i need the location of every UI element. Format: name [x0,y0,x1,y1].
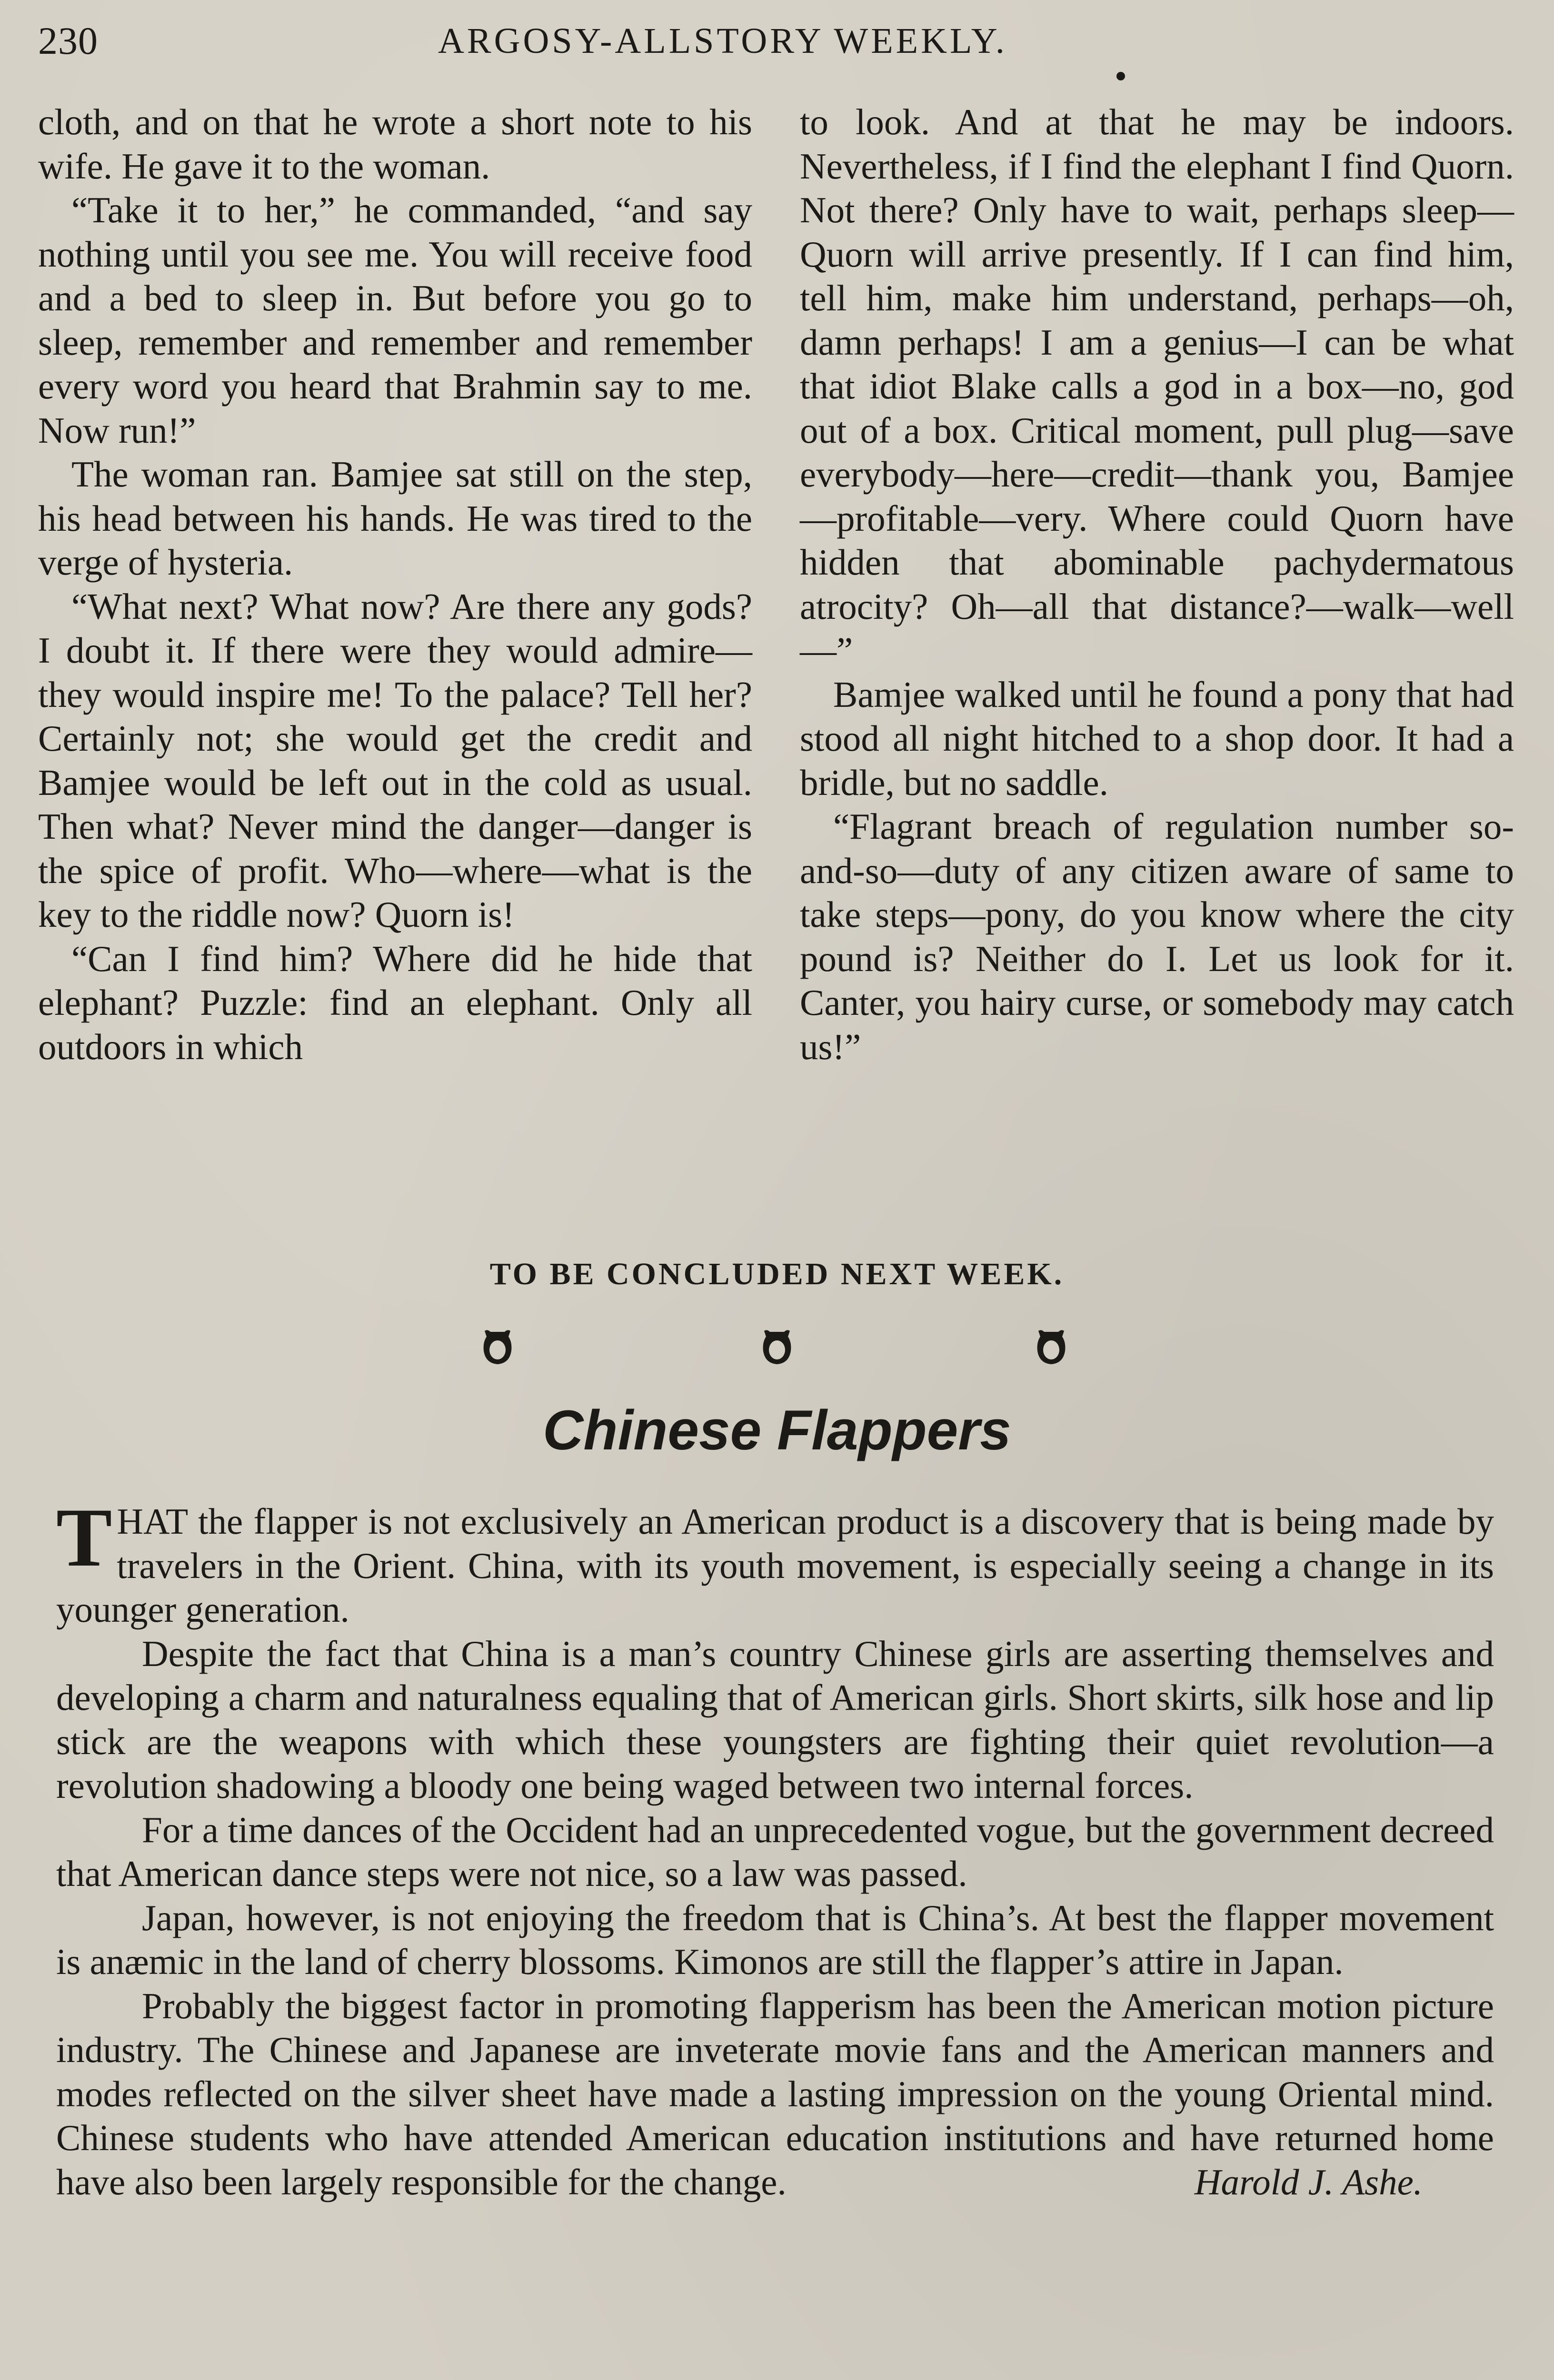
continuation-notice: TO BE CONCLUDED NEXT WEEK. [489,1257,1065,1291]
story-paragraph: to look. And at that he may be indoors. Nevertheless, if I find the elephant I find Quorn. Not there? Only have to wait, perhaps sleep—Quorn will arrive presently. If I can find him, tell him, make him understand, perhaps—oh, damn perhaps! I am a genius—I can be what that idiot Blake calls a god in a box—no, god out of a box. Critical moment, pull plug—save everybody—here—credit—thank you, Bamjee—profitable—very. Where could Quorn have hidden that abominable pachydermatous atrocity? Oh—all that distance?—walk—well—” [800,101,1514,671]
section-ornaments [0,1328,1554,1376]
story-columns [38,100,1519,1252]
story-paragraph: The woman ran. Bamjee sat still on the step, his head between his hands. He was tired to the verge of hysteria. [38,454,752,583]
magazine-title: ARGOSY-ALLSTORY WEEKLY. [438,21,1007,61]
ring-ornament-icon [1035,1328,1068,1366]
article-body [56,1491,1494,2204]
running-head [38,17,1516,65]
story-paragraph: “Flagrant breach of regulation number so-and-so—duty of any citizen aware of same to take steps—pony, do you know where the city pound is? Neither do I. Let us look for it. Canter, you hairy curse, or somebody may catch us!” [800,806,1514,1067]
ring-ornament-icon [760,1328,794,1366]
ring-ornament-icon [481,1328,514,1366]
article-paragraph [56,1491,1494,1632]
article-paragraph: Despite the fact that China is a man’s country Chinese girls are asserting themselves and developing a charm and naturalness equaling that of American girls. Short skirts, silk hose and lip stick are the weapons with which these youngsters are fighting their quiet revolution—a revolution shadowing a bloody one being waged between two internal forces. [56,1633,1494,1806]
article-paragraph-last [56,1984,1494,2204]
left-column [38,100,752,1069]
story-paragraph: “Can I find him? Where did he hide that elephant? Puzzle: find an elephant. Only all outdoors in which [38,938,752,1067]
article-first-paragraph-text: HAT the flapper is not exclusively an American product is a discovery that is being made by travelers in the Orient. China, with its youth movement, is especially seeing a change in its younger generation. [56,1501,1494,1630]
header-dot [1116,72,1125,80]
article-paragraph: For a time dances of the Occident had an unprecedented vogue, but the government decreed that American dance steps were not nice, so a law was passed. [56,1809,1494,1894]
article-byline: Harold J. Ashe. [1194,2161,1423,2202]
article-paragraph: Japan, however, is not enjoying the freedom that is China’s. At best the flapper movement is anæmic in the land of cherry blossoms. Kimonos are still the flapper’s attire in Japan. [56,1897,1494,1982]
right-column [800,100,1514,1069]
article-title: Chinese Flappers [543,1399,1011,1462]
story-paragraph: cloth, and on that he wrote a short note to his wife. He gave it to the woman. [38,101,752,187]
drop-cap: T [56,1491,112,1584]
story-paragraph: “Take it to her,” he commanded, “and say nothing until you see me. You will receive food and a bed to sleep in. But before you go to sleep, remember and remember and remember every word you heard that Brahmin say to me. Now run!” [38,189,752,451]
article-last-paragraph-text: Probably the biggest factor in promoting flapperism has been the American motion picture industry. The Chinese and Japanese are inveterate movie fans and the American manners and modes reflected on the silver sheet have made a lasting impression on the young Oriental mind. Chinese students who have attended American education institutions and have returned home have also been largely responsible for the change. [56,1985,1494,2202]
story-paragraph: “What next? What now? Are there any gods? I doubt it. If there were they would admire—they would inspire me! To the palace? Tell her? Certainly not; she would get the credit and Bamjee would be left out in the cold as usual. Then what? Never mind the danger—danger is the spice of profit. Who—where—what is the key to the riddle now? Quorn is! [38,585,752,935]
page-number: 230 [38,19,98,62]
story-paragraph: Bamjee walked until he found a pony that had stood all night hitched to a shop door. It had a bridle, but no saddle. [800,674,1514,803]
